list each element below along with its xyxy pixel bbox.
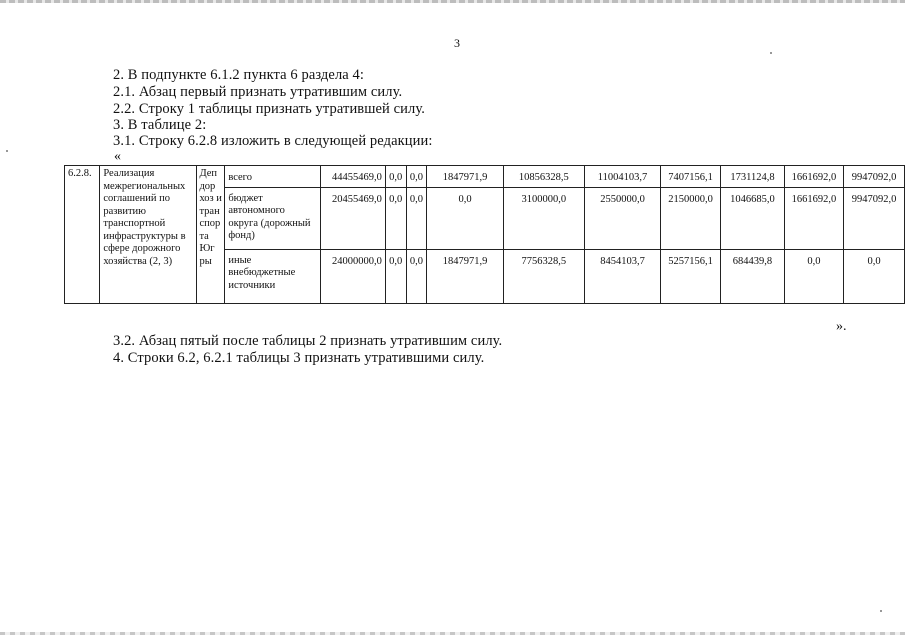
table-row xyxy=(65,166,905,188)
table-cell: 0,0 xyxy=(385,166,406,188)
table-cell: 0,0 xyxy=(844,249,905,303)
table-cell: 11004103,7 xyxy=(585,166,661,188)
scan-speck xyxy=(6,150,8,152)
funding-source: иные внебюджетные источники xyxy=(225,249,320,303)
table-cell: 5257156,1 xyxy=(661,249,721,303)
table-cell: 1847971,9 xyxy=(427,166,503,188)
table-cell: 0,0 xyxy=(406,187,427,249)
table-cell: 0,0 xyxy=(427,187,503,249)
budget-table xyxy=(64,165,905,304)
table-cell: 9947092,0 xyxy=(844,166,905,188)
paragraph-3: 2.2. Строку 1 таблицы признать утратившей силу. xyxy=(113,101,425,117)
table-cell: 1731124,8 xyxy=(721,166,785,188)
scan-edge-top xyxy=(0,0,905,3)
table-cell: 1046685,0 xyxy=(721,187,785,249)
scan-edge-bottom xyxy=(0,632,905,635)
funding-source: всего xyxy=(225,166,320,188)
table-cell: 7407156,1 xyxy=(661,166,721,188)
table-cell: 9947092,0 xyxy=(844,187,905,249)
table-cell: 24000000,0 xyxy=(320,249,385,303)
table-cell: 2150000,0 xyxy=(661,187,721,249)
table-cell: 3100000,0 xyxy=(503,187,584,249)
table-cell: 2550000,0 xyxy=(585,187,661,249)
paragraph-7: 4. Строки 6.2, 6.2.1 таблицы 3 признать утратившими силу. xyxy=(113,350,485,366)
table-cell: 0,0 xyxy=(406,166,427,188)
row-code: 6.2.8. xyxy=(65,166,100,304)
table-cell: 1661692,0 xyxy=(784,187,843,249)
scan-speck xyxy=(770,52,772,54)
quote-open: « xyxy=(114,149,121,164)
table-cell: 7756328,5 xyxy=(503,249,584,303)
table-cell: 0,0 xyxy=(406,249,427,303)
table-cell: 10856328,5 xyxy=(503,166,584,188)
table-cell: 8454103,7 xyxy=(585,249,661,303)
table-cell: 0,0 xyxy=(385,249,406,303)
paragraph-5: 3.1. Строку 6.2.8 изложить в следующей редакции: xyxy=(113,133,433,149)
table-cell: 1847971,9 xyxy=(427,249,503,303)
scan-speck xyxy=(880,610,882,612)
executor-name: Деп дор хоз и тран спор та Юг ры xyxy=(197,166,225,304)
funding-source: бюджет автономного округа (дорожный фонд) xyxy=(225,187,320,249)
table-cell: 20455469,0 xyxy=(320,187,385,249)
table-cell: 0,0 xyxy=(784,249,843,303)
paragraph-2: 2.1. Абзац первый признать утратившим силу. xyxy=(113,84,403,100)
table-cell: 1661692,0 xyxy=(784,166,843,188)
table-cell: 44455469,0 xyxy=(320,166,385,188)
paragraph-1: 2. В подпункте 6.1.2 пункта 6 раздела 4: xyxy=(113,67,365,83)
quote-close: ». xyxy=(836,319,847,334)
table-cell: 0,0 xyxy=(385,187,406,249)
measure-name: Реализация межрегиональных соглашений по развитию транспортной инфраструктуры в сфере дорожного хозяйства (2, 3) xyxy=(100,166,197,304)
page-number: 3 xyxy=(454,36,460,50)
paragraph-4: 3. В таблице 2: xyxy=(113,117,207,133)
table-cell: 684439,8 xyxy=(721,249,785,303)
paragraph-6: 3.2. Абзац пятый после таблицы 2 признать утратившим силу. xyxy=(113,333,503,349)
